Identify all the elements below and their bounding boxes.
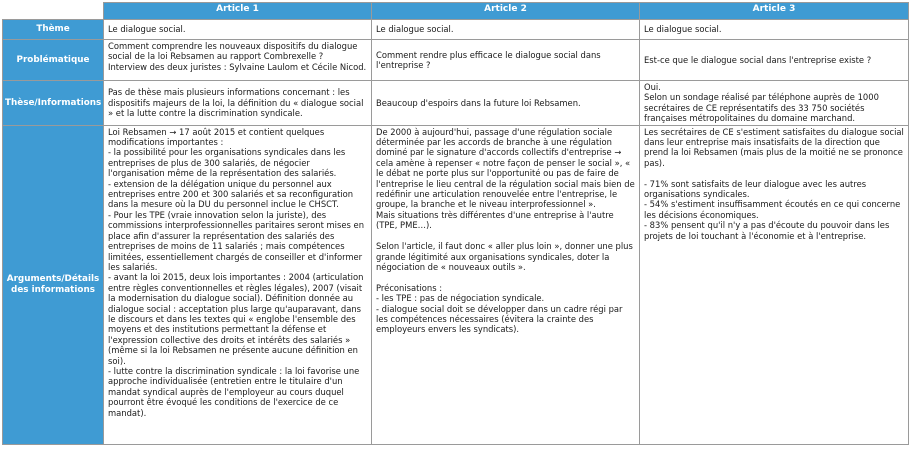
corner-cell <box>3 3 104 20</box>
cell-arguments-article-3: Les secrétaires de CE s'estiment satisfaites du dialogue social dans leur entreprise mais insatisfaits de la direction que prend la loi Rebsamen (mais plus de la moitié ne se prononce pas). - 71% sont satisfaits de leur dialogue avec les autres organisations syndicales. - 54% s'estiment insuffisamment écoutés en ce qui concerne les décisions économiques. - 83% pensent qu'il n'y a pas d'écoute du pouvoir dans les projets de loi touchant à l'économie et à l'entreprise. <box>640 125 909 444</box>
cell-theme-article-1: Le dialogue social. <box>104 20 372 40</box>
cell-arguments-article-1: Loi Rebsamen → 17 août 2015 et contient quelques modifications importantes : - la possibilité pour les organisations syndicales dans les entreprises de plus de 300 salariés, de négocier l'organisation même de la représentation des salariés. - extension de la délégation unique du personnel aux entreprises entre 200 et 300 salariés et sa reconfiguration dans la mesure où la DU du personnel inclue le CHSCT. - Pour les TPE (vraie innovation selon la juriste), des commissions interprofessionnelles paritaires seront mises en place afin d'assurer la représentation des salariés des entreprises de moins de 11 salariés ; mais compétences limitées, essentiellement chargés de conseiller et d'informer les salariés. - avant la loi 2015, deux lois importantes : 2004 (articulation entre règles conventionnelles et règles légales), 2007 (visait la modernisation du dialogue social). Définition donnée au dialogue social : acceptation plus large qu'auparavant, dans le discours et dans les textes qui « englobe l'ensemble des moyens et des institutions permettant la défense et l'expression collective des droits et intérêts des salariés » (même si la loi Rebsamen ne présente aucune définition en soi). - lutte contre la discrimination syndicale : la loi favorise une approche individualisée (entretien entre le titulaire d'un mandat syndical auprès de l'employeur au cours duquel pourront être évoqué les conditions de l'exercice de ce mandat). <box>104 125 372 444</box>
table-row-problematique <box>3 40 909 81</box>
row-header-these: Thèse/Informations <box>3 81 104 126</box>
table-row-these <box>3 81 909 126</box>
cell-problematique-article-1: Comment comprendre les nouveaux dispositifs du dialogue social de la loi Rebsamen au rapport Combrexelle ? Interview des deux juristes : Sylvaine Laulom et Cécile Nicod. <box>104 40 372 81</box>
cell-problematique-article-3: Est-ce que le dialogue social dans l'entreprise existe ? <box>640 40 909 81</box>
cell-theme-article-3: Le dialogue social. <box>640 20 909 40</box>
cell-these-article-1: Pas de thèse mais plusieurs informations concernant : les dispositifs majeurs de la loi, la définition du « dialogue social » et la lutte contre la discrimination syndicale. <box>104 81 372 126</box>
row-header-theme: Thème <box>3 20 104 40</box>
row-header-arguments: Arguments/Détails des informations <box>3 125 104 444</box>
comparison-table <box>2 2 909 445</box>
cell-these-article-2: Beaucoup d'espoirs dans la future loi Rebsamen. <box>372 81 640 126</box>
column-header-article-1: Article 1 <box>104 3 372 20</box>
table-row-arguments <box>3 125 909 444</box>
row-header-problematique: Problématique <box>3 40 104 81</box>
cell-theme-article-2: Le dialogue social. <box>372 20 640 40</box>
cell-problematique-article-2: Comment rendre plus efficace le dialogue social dans l'entreprise ? <box>372 40 640 81</box>
table-row-theme <box>3 20 909 40</box>
header-row <box>3 3 909 20</box>
cell-these-article-3: Oui. Selon un sondage réalisé par téléphone auprès de 1000 secrétaires de CE représentatifs des 33 750 sociétés françaises métropolitaines du domaine marchand. <box>640 81 909 126</box>
cell-arguments-article-2: De 2000 à aujourd'hui, passage d'une régulation sociale déterminée par les accords de branche à une régulation dominé par le signature d'accords collectifs d'entreprise → cela amène à repenser « notre façon de penser le social », « le débat ne porte plus sur l'opportunité ou pas de faire de l'entreprise le lieu central de la régulation social mais bien de redéfinir une articulation renouvelée entre l'entreprise, le groupe, la branche et le niveau interprofessionnel ». Mais situations très différentes d'une entreprise à l'autre (TPE, PME…). Selon l'article, il faut donc « aller plus loin », donner une plus grande légitimité aux organisations syndicales, doter la négociation de « nouveaux outils ». Préconisations : - les TPE : pas de négociation syndicale. - dialogue social doit se développer dans un cadre régi par les compétences nécessaires (évitera la crainte des employeurs envers les syndicats). <box>372 125 640 444</box>
column-header-article-3: Article 3 <box>640 3 909 20</box>
column-header-article-2: Article 2 <box>372 3 640 20</box>
